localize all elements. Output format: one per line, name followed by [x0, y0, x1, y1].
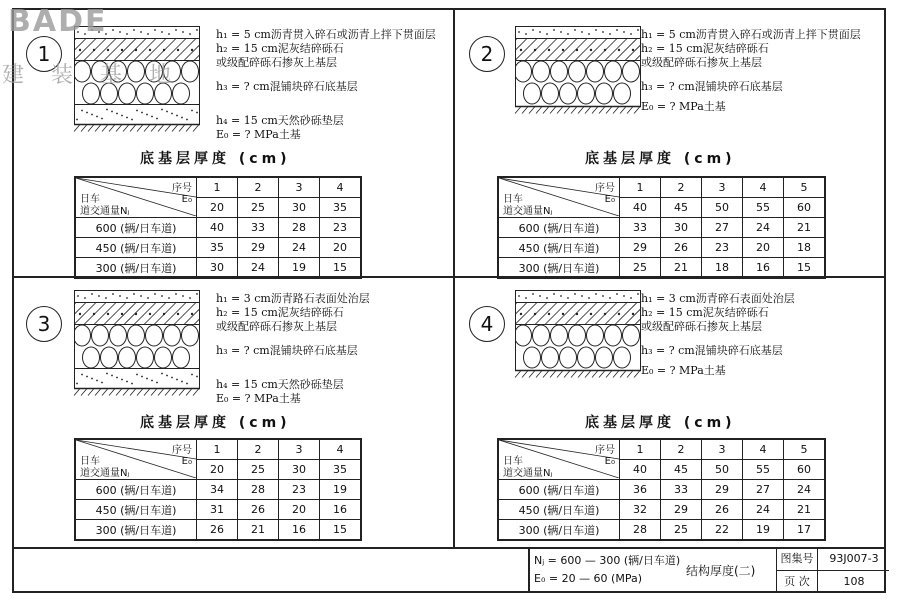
col-e0-cell: 50: [702, 460, 743, 480]
table-row: [498, 258, 825, 279]
titleblock-row-page: [777, 570, 889, 593]
thickness-cell: 16: [320, 500, 362, 520]
panel-1: [12, 8, 453, 276]
thickness-cell: 19: [743, 520, 784, 541]
col-seq-cell: 4: [743, 439, 784, 460]
header-seq-label: 序号: [595, 445, 615, 456]
thickness-cell: 25: [620, 258, 661, 279]
traffic-cell: 600 (辆/日车道): [498, 480, 620, 500]
thickness-cell: 30: [661, 218, 702, 238]
titleblock-drawing-name: 结构厚度(二): [686, 564, 756, 578]
layer-label: h₁ = 3 cm沥青碎石表面处治层: [641, 292, 795, 305]
col-e0-cell: 55: [743, 198, 784, 218]
col-seq-cell: 2: [238, 177, 279, 198]
traffic-cell: 300 (辆/日车道): [498, 520, 620, 541]
header-e0-label: E₀: [604, 456, 615, 467]
header-traffic-label: 道交通量Nⱼ: [80, 206, 130, 217]
col-seq-cell: 2: [661, 439, 702, 460]
thickness-cell: 15: [784, 258, 826, 279]
thickness-cell: 25: [661, 520, 702, 541]
thickness-cell: 23: [702, 238, 743, 258]
table-title: 底基层厚度 (cm): [585, 151, 736, 167]
layer-label: E₀ = ? MPa土基: [641, 100, 726, 113]
layer-label: E₀ = ? MPa土基: [216, 392, 301, 405]
layer-label: h₂ = 15 cm泥灰结碎砾石: [641, 42, 769, 55]
col-e0-cell: 45: [661, 460, 702, 480]
thickness-table: [74, 438, 362, 541]
table-corner-header: [75, 177, 197, 218]
layer-label: h₄ = 15 cm天然砂砾垫层: [216, 378, 344, 391]
table-title: 底基层厚度 (cm): [140, 415, 291, 431]
panel-3: [12, 278, 453, 546]
thickness-cell: 28: [620, 520, 661, 541]
traffic-cell: 450 (辆/日车道): [75, 500, 197, 520]
watermark-logo: BADE: [8, 4, 108, 39]
header-seq-label: 序号: [172, 183, 192, 194]
thickness-cell: 30: [197, 258, 238, 279]
thickness-cell: 32: [620, 500, 661, 520]
col-seq-cell: 5: [784, 439, 826, 460]
thickness-cell: 15: [320, 258, 362, 279]
thickness-cell: 20: [279, 500, 320, 520]
table-corner-header: [498, 177, 620, 218]
thickness-table: [497, 176, 826, 279]
col-seq-cell: 5: [784, 177, 826, 198]
thickness-cell: 29: [620, 238, 661, 258]
thickness-cell: 21: [238, 520, 279, 541]
col-seq-cell: 3: [279, 177, 320, 198]
header-traffic-label: 道交通量Nⱼ: [80, 468, 130, 479]
col-seq-cell: 3: [702, 439, 743, 460]
table-row: [498, 520, 825, 541]
table-corner-header: [75, 439, 197, 480]
panel-number-badge: 1: [26, 36, 62, 72]
layer-label: h₂ = 15 cm泥灰结碎砾石: [641, 306, 769, 319]
layer-label: E₀ = ? MPa土基: [641, 364, 726, 377]
table-row: [75, 258, 361, 279]
thickness-cell: 16: [279, 520, 320, 541]
thickness-cell: 33: [238, 218, 279, 238]
col-e0-cell: 20: [197, 460, 238, 480]
col-seq-cell: 2: [661, 177, 702, 198]
thickness-cell: 22: [702, 520, 743, 541]
col-e0-cell: 30: [279, 460, 320, 480]
thickness-cell: 28: [238, 480, 279, 500]
thickness-cell: 34: [197, 480, 238, 500]
traffic-cell: 450 (辆/日车道): [75, 238, 197, 258]
thickness-cell: 19: [320, 480, 362, 500]
table-title: 底基层厚度 (cm): [140, 151, 291, 167]
thickness-cell: 24: [743, 218, 784, 238]
thickness-cell: 27: [702, 218, 743, 238]
col-e0-cell: 55: [743, 460, 784, 480]
col-seq-cell: 1: [620, 177, 661, 198]
thickness-cell: 18: [702, 258, 743, 279]
thickness-cell: 24: [743, 500, 784, 520]
thickness-cell: 33: [661, 480, 702, 500]
col-seq-cell: 1: [620, 439, 661, 460]
thickness-cell: 21: [784, 218, 826, 238]
titleblock-row-atlas: [777, 548, 889, 570]
col-e0-cell: 40: [620, 460, 661, 480]
traffic-cell: 600 (辆/日车道): [498, 218, 620, 238]
layer-label: h₃ = ? cm混铺块碎石底基层: [216, 80, 358, 93]
traffic-cell: 300 (辆/日车道): [498, 258, 620, 279]
traffic-cell: 600 (辆/日车道): [75, 218, 197, 238]
title-block: [528, 548, 888, 593]
header-seq-label: 序号: [172, 445, 192, 456]
layer-label: 或级配碎砾石掺灰上基层: [641, 56, 762, 69]
titleblock-page-label: 页 次: [777, 571, 818, 593]
layer-label: 或级配碎砾石掺灰上基层: [641, 320, 762, 333]
thickness-cell: 17: [784, 520, 826, 541]
thickness-cell: 36: [620, 480, 661, 500]
table-row: [498, 480, 825, 500]
titleblock-atlas-number: 93J007-3: [829, 552, 879, 565]
panel-number-badge: 2: [469, 36, 505, 72]
traffic-cell: 450 (辆/日车道): [498, 500, 620, 520]
layer-label: h₃ = ? cm混铺块碎石底基层: [641, 344, 783, 357]
col-seq-cell: 1: [197, 439, 238, 460]
col-e0-cell: 40: [620, 198, 661, 218]
col-seq-cell: 3: [702, 177, 743, 198]
layer-label: h₁ = 5 cm沥青贯入碎石或沥青上拌下贯面层: [641, 28, 861, 41]
panel-number-badge: 4: [469, 306, 505, 342]
panel-4: [455, 278, 896, 546]
thickness-cell: 16: [743, 258, 784, 279]
traffic-cell: 600 (辆/日车道): [75, 480, 197, 500]
col-e0-cell: 60: [784, 460, 826, 480]
thickness-cell: 26: [197, 520, 238, 541]
header-traffic-label: 道交通量Nⱼ: [503, 468, 553, 479]
titleblock-atlas-label: 图集号: [777, 548, 818, 570]
thickness-table: [74, 176, 362, 279]
table-row: [498, 218, 825, 238]
thickness-cell: 40: [197, 218, 238, 238]
thickness-cell: 18: [784, 238, 826, 258]
header-day-label: 日车: [80, 456, 100, 467]
col-seq-cell: 3: [279, 439, 320, 460]
thickness-cell: 26: [661, 238, 702, 258]
col-seq-cell: 4: [320, 439, 362, 460]
layer-label: 或级配碎砾石掺灰上基层: [216, 56, 337, 69]
panel-2: [455, 8, 896, 276]
col-e0-cell: 30: [279, 198, 320, 218]
col-seq-cell: 1: [197, 177, 238, 198]
table-corner-header: [498, 439, 620, 480]
col-e0-cell: 35: [320, 198, 362, 218]
col-e0-cell: 20: [197, 198, 238, 218]
table-row: [498, 500, 825, 520]
traffic-cell: 300 (辆/日车道): [75, 258, 197, 279]
thickness-cell: 20: [743, 238, 784, 258]
thickness-cell: 28: [279, 218, 320, 238]
panel-number-badge: 3: [26, 306, 62, 342]
thickness-cell: 29: [661, 500, 702, 520]
titleblock-page-number: 108: [843, 575, 865, 588]
col-e0-cell: 45: [661, 198, 702, 218]
col-e0-cell: 50: [702, 198, 743, 218]
table-row: [75, 480, 361, 500]
traffic-cell: 300 (辆/日车道): [75, 520, 197, 541]
table-row: [75, 520, 361, 541]
traffic-cell: 450 (辆/日车道): [498, 238, 620, 258]
thickness-cell: 29: [238, 238, 279, 258]
layer-label: E₀ = ? MPa土基: [216, 128, 301, 141]
titleblock-traffic-range: Nⱼ = 600 — 300 (辆/日车道): [534, 554, 681, 567]
col-e0-cell: 25: [238, 198, 279, 218]
header-day-label: 日车: [503, 456, 523, 467]
header-traffic-label: 道交通量Nⱼ: [503, 206, 553, 217]
thickness-table: [497, 438, 826, 541]
thickness-cell: 24: [279, 238, 320, 258]
layer-label: h₄ = 15 cm天然砂砾垫层: [216, 114, 344, 127]
titleblock-cells: [776, 548, 889, 593]
col-seq-cell: 2: [238, 439, 279, 460]
layer-label: h₃ = ? cm混铺块碎石底基层: [641, 80, 783, 93]
header-seq-label: 序号: [595, 183, 615, 194]
header-e0-label: E₀: [604, 194, 615, 205]
table-title: 底基层厚度 (cm): [585, 415, 736, 431]
thickness-cell: 20: [320, 238, 362, 258]
watermark-subtitle: 建 装 基 地: [2, 63, 181, 88]
thickness-cell: 24: [784, 480, 826, 500]
col-seq-cell: 4: [320, 177, 362, 198]
thickness-cell: 24: [238, 258, 279, 279]
titleblock-modulus-range: E₀ = 20 — 60 (MPa): [534, 572, 643, 585]
pavement-layer-diagram: [515, 290, 641, 384]
col-e0-cell: 35: [320, 460, 362, 480]
thickness-cell: 23: [279, 480, 320, 500]
layer-label: h₂ = 15 cm泥灰结碎砾石: [216, 42, 344, 55]
pavement-layer-diagram: [74, 290, 200, 406]
col-seq-cell: 4: [743, 177, 784, 198]
table-row: [75, 218, 361, 238]
thickness-cell: 29: [702, 480, 743, 500]
thickness-cell: 33: [620, 218, 661, 238]
thickness-cell: 15: [320, 520, 362, 541]
thickness-cell: 23: [320, 218, 362, 238]
thickness-cell: 31: [197, 500, 238, 520]
layer-label: h₁ = 3 cm沥青路石表面处治层: [216, 292, 370, 305]
table-row: [75, 500, 361, 520]
header-day-label: 日车: [80, 194, 100, 205]
layer-label: 或级配碎砾石掺灰上基层: [216, 320, 337, 333]
header-e0-label: E₀: [181, 456, 192, 467]
thickness-cell: 26: [238, 500, 279, 520]
thickness-cell: 21: [784, 500, 826, 520]
table-row: [75, 238, 361, 258]
thickness-cell: 35: [197, 238, 238, 258]
layer-label: h₁ = 5 cm沥青贯入碎石或沥青上拌下贯面层: [216, 28, 436, 41]
col-e0-cell: 60: [784, 198, 826, 218]
thickness-cell: 19: [279, 258, 320, 279]
thickness-cell: 27: [743, 480, 784, 500]
layer-label: h₃ = ? cm混铺块碎石底基层: [216, 344, 358, 357]
thickness-cell: 21: [661, 258, 702, 279]
layer-label: h₂ = 15 cm泥灰结碎砾石: [216, 306, 344, 319]
header-e0-label: E₀: [181, 194, 192, 205]
pavement-layer-diagram: [515, 26, 641, 120]
table-row: [498, 238, 825, 258]
header-day-label: 日车: [503, 194, 523, 205]
col-e0-cell: 25: [238, 460, 279, 480]
thickness-cell: 26: [702, 500, 743, 520]
